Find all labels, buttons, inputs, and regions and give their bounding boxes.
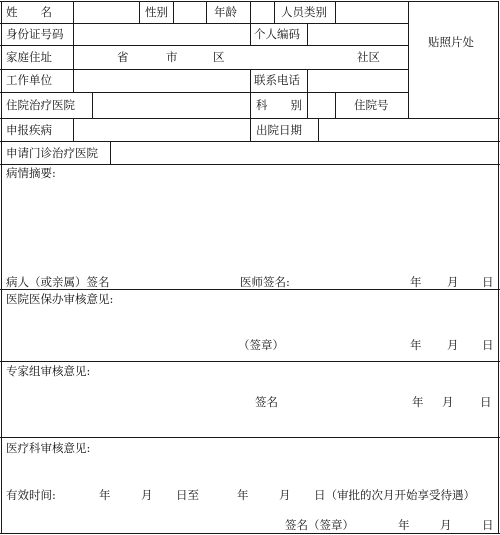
rule <box>1 1 2 534</box>
valid-period-label: 有效时间: <box>6 488 56 502</box>
medical-sign-seal-label: 签名（签章） <box>285 518 354 532</box>
rule <box>250 118 251 141</box>
valid-day-start: 日至 <box>176 488 199 502</box>
rule <box>250 69 251 92</box>
insurance-review-label: 医院医保办审核意见: <box>6 292 114 306</box>
category-label: 人员类别 <box>281 5 327 19</box>
phone-field[interactable] <box>308 70 407 91</box>
age-label: 年龄 <box>214 5 237 19</box>
rule <box>250 92 251 118</box>
department-label: 科 别 <box>256 98 302 112</box>
rule <box>498 1 499 534</box>
summary-year: 年 <box>410 275 422 289</box>
rule <box>0 164 500 165</box>
rule <box>335 92 336 118</box>
rule <box>139 1 140 23</box>
inpatient-hospital-label: 住院治疗医院 <box>6 98 75 112</box>
summary-label: 病情摘要: <box>6 166 56 180</box>
id-number-label: 身份证号码 <box>6 27 64 41</box>
rule <box>73 45 74 69</box>
medical-month: 月 <box>440 518 452 532</box>
rule <box>0 437 500 438</box>
expert-month: 月 <box>442 395 454 409</box>
rule <box>0 45 408 46</box>
expert-sign-label: 签名 <box>255 395 278 409</box>
valid-month-end: 月 <box>279 488 291 502</box>
valid-year-start: 年 <box>99 488 111 502</box>
discharge-date-field[interactable] <box>319 119 497 140</box>
address-district: 区 <box>213 50 225 64</box>
gender-label: 性别 <box>145 5 168 19</box>
rule <box>0 533 500 534</box>
employer-label: 工作单位 <box>6 73 52 87</box>
medical-review-field[interactable] <box>3 457 497 485</box>
photo-label: 贴照片处 <box>428 35 474 49</box>
medical-year: 年 <box>398 518 410 532</box>
summary-field[interactable] <box>3 182 497 270</box>
name-label: 姓 名 <box>6 5 52 19</box>
medical-day: 日 <box>482 518 494 532</box>
gender-field[interactable] <box>174 2 205 22</box>
age-field[interactable] <box>251 2 273 22</box>
valid-month-start: 月 <box>141 488 153 502</box>
admission-no-label: 住院号 <box>354 98 389 112</box>
insurance-year: 年 <box>410 338 422 352</box>
rule <box>250 23 251 45</box>
employer-field[interactable] <box>74 70 249 91</box>
summary-day: 日 <box>482 275 494 289</box>
address-label: 家庭住址 <box>6 50 52 64</box>
outpatient-hospital-label: 申请门诊治疗医院 <box>6 146 98 160</box>
expert-day: 日 <box>480 395 492 409</box>
valid-day-end-note: 日（审批的次月开始享受待遇） <box>314 488 475 502</box>
rule <box>0 361 500 362</box>
address-community: 社区 <box>357 50 380 64</box>
expert-review-label: 专家组审核意见: <box>6 364 91 378</box>
rule <box>408 1 499 2</box>
patient-sign-label: 病人（或亲属）签名 <box>6 275 110 289</box>
insurance-review-field[interactable] <box>3 308 497 336</box>
rule <box>274 1 275 23</box>
rule <box>0 289 500 290</box>
personal-code-label: 个人编码 <box>254 27 300 41</box>
inpatient-hospital-field[interactable] <box>93 93 249 117</box>
expert-year: 年 <box>412 395 424 409</box>
personal-code-field[interactable] <box>308 24 407 44</box>
valid-year-end: 年 <box>237 488 249 502</box>
discharge-date-label: 出院日期 <box>256 123 302 137</box>
address-city: 市 <box>166 50 178 64</box>
department-field[interactable] <box>308 93 334 117</box>
doctor-sign-label: 医师签名: <box>240 275 290 289</box>
name-field[interactable] <box>74 2 138 22</box>
rule <box>206 1 207 23</box>
category-field[interactable] <box>336 2 407 22</box>
declared-disease-label: 申报疾病 <box>6 123 52 137</box>
insurance-day: 日 <box>482 338 494 352</box>
address-province: 省 <box>117 50 129 64</box>
insurance-seal-label: （签章） <box>238 338 284 352</box>
phone-label: 联系电话 <box>254 73 300 87</box>
declared-disease-field[interactable] <box>74 119 249 140</box>
id-number-field[interactable] <box>74 24 249 44</box>
medical-review-label: 医疗科审核意见: <box>6 441 91 455</box>
summary-month: 月 <box>447 275 459 289</box>
insurance-month: 月 <box>447 338 459 352</box>
outpatient-hospital-field[interactable] <box>111 142 497 163</box>
admission-no-field[interactable] <box>409 93 497 117</box>
expert-review-field[interactable] <box>3 380 497 394</box>
